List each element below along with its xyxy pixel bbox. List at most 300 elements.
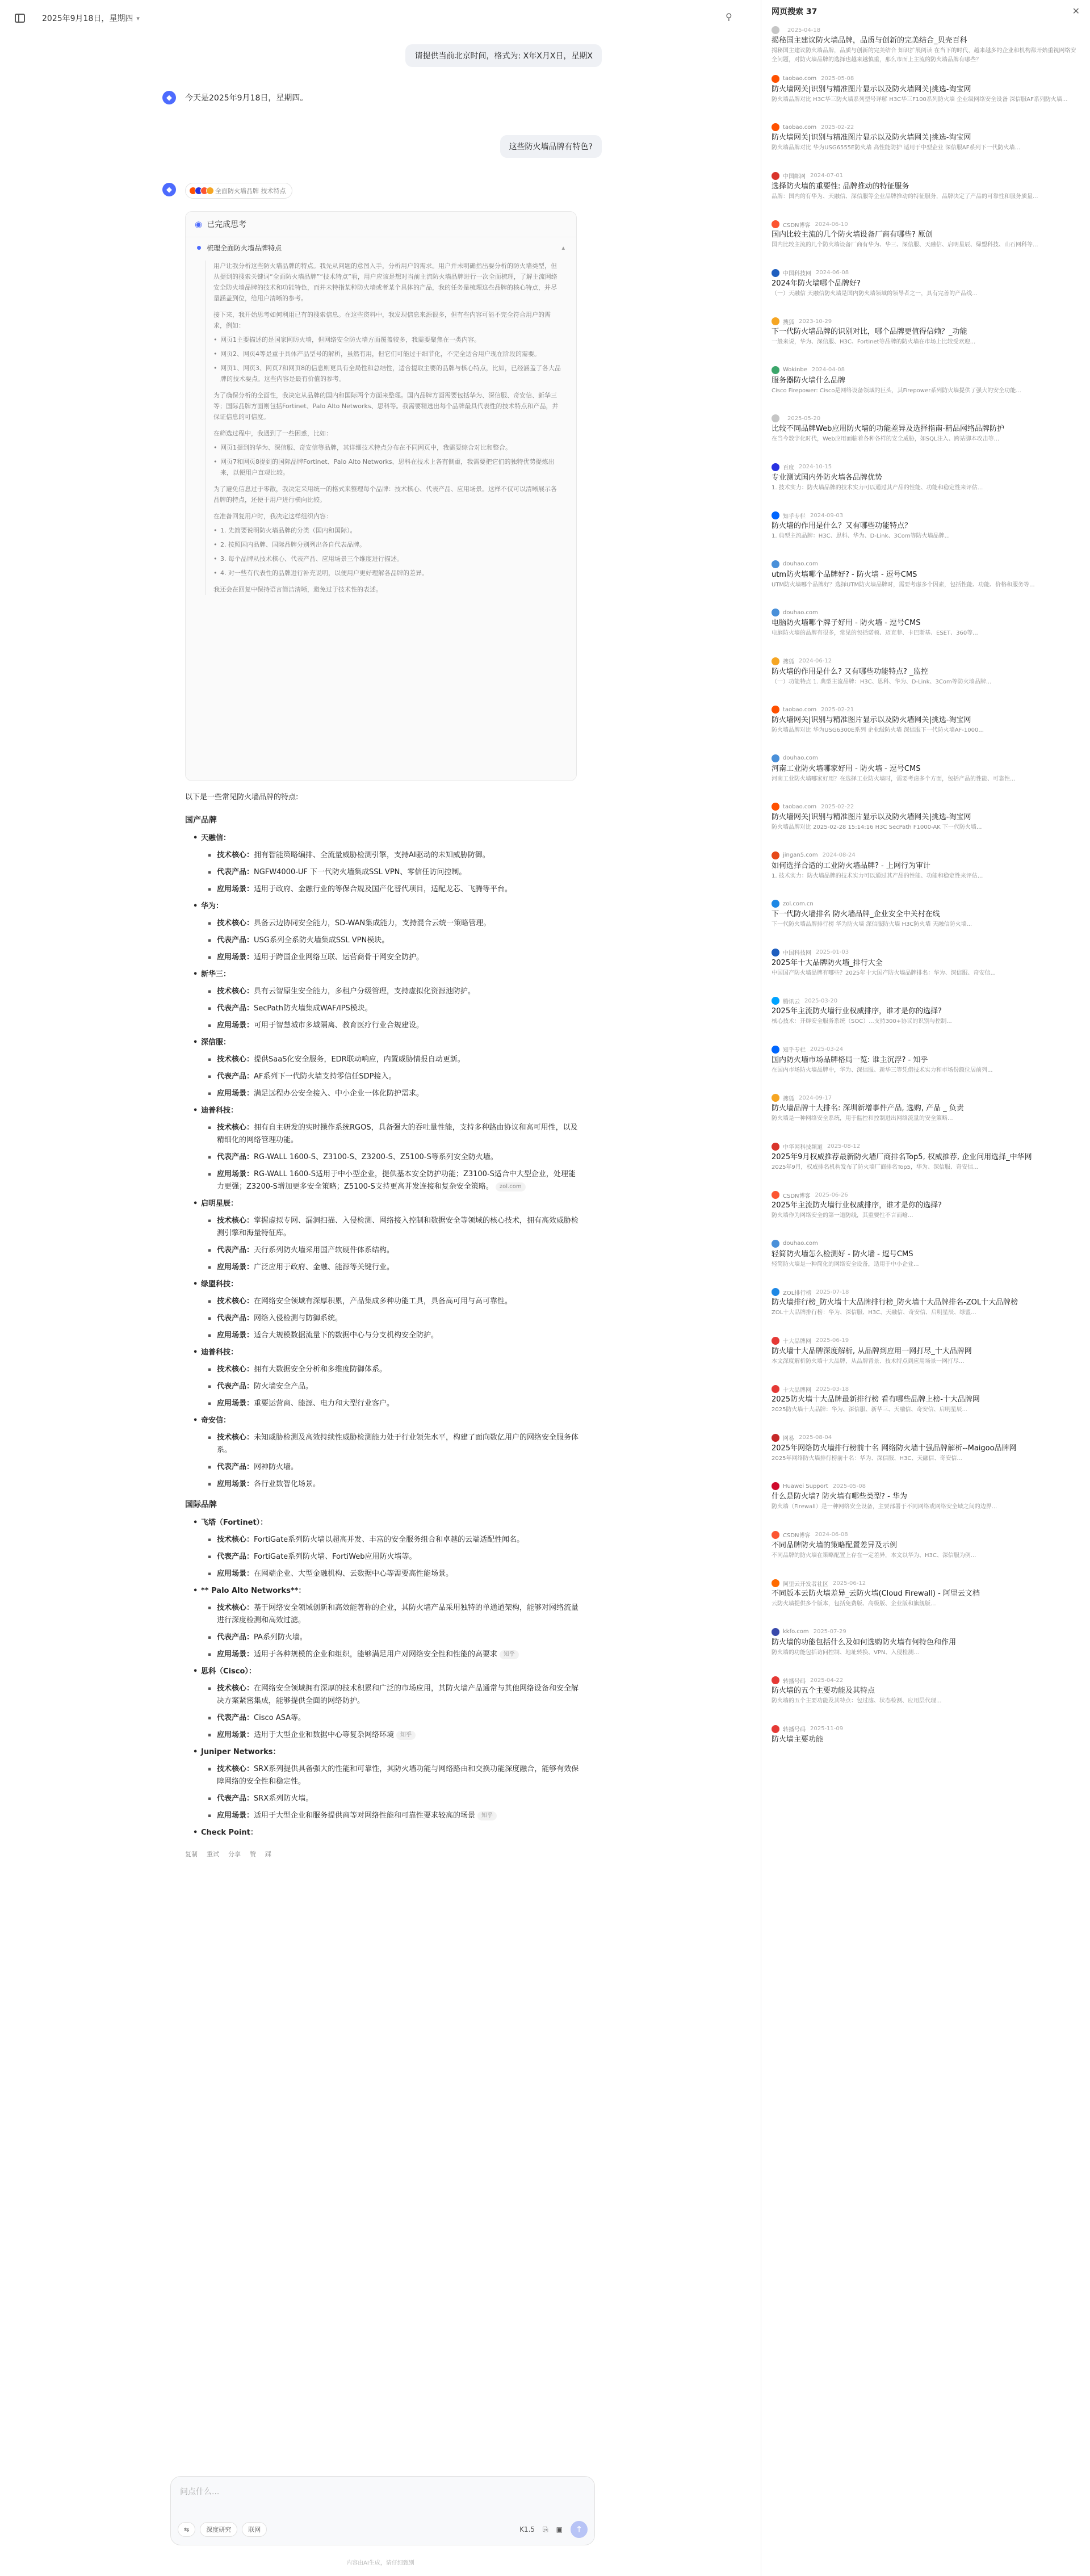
detail-text: SRX系列防火墙。 <box>254 1794 313 1803</box>
brand-detail-scene <box>208 1261 582 1274</box>
result-title[interactable]: 电脑防火墙哪个牌子好用 - 防火墙 - 逗号CMS <box>772 619 921 627</box>
result-snippet: 在国内市场防火墙品牌中，华为、深信服、新华三等凭借技术实力和市场份额位居前列... <box>772 1067 993 1073</box>
brand-name: • 新华三： <box>185 968 582 981</box>
result-date: 2025-04-18 <box>787 27 821 33</box>
brand-detail-product <box>208 1071 582 1083</box>
result-title[interactable]: 国内比较主流的几个防火墙设备厂商有哪些? 原创 <box>772 230 933 239</box>
thinking-paragraph: 我还会在回复中保持语言简洁清晰，避免过于技术性的表述。 <box>213 586 382 593</box>
search-result[interactable] <box>761 23 1090 72</box>
detail-label: 技术核心： <box>217 1055 254 1064</box>
message-composer[interactable] <box>170 2476 595 2545</box>
detail-text: FortiGate系列防火墙、FortiWeb应用防火墙等。 <box>254 1553 417 1561</box>
user-message: 这些防火墙品牌有特色? <box>500 135 602 158</box>
result-title[interactable]: 什么是防火墙? 防火墙有哪些类型? - 华为 <box>772 1492 907 1501</box>
citation-tag[interactable]: 知乎 <box>396 1731 416 1740</box>
brand-entry <box>185 1585 582 1661</box>
result-title[interactable]: 2024年防火墙哪个品牌好? <box>772 279 861 288</box>
result-snippet: 揭秘国主建议防火墙品牌，品质与创新的完美结合 知识扩展阅读 在当下的时代，越来越多的企业和机构都开始重视网络安全问题，对防火墙品牌的选择也越来越慎重，那么市面上主流的防火墙品牌有哪些？ <box>772 48 1076 63</box>
brand-entry <box>185 1278 582 1342</box>
thinking-paragraph: 接下来，我开始思考如何利用已有的搜索信息。在这些资料中，我发现信息来源很多，但有些内容可能不完全符合用户的需求，例如： <box>213 311 551 329</box>
copy-button[interactable]: 复制 <box>185 1851 198 1858</box>
result-title[interactable]: 防火墙十大品牌深度解析, 从品牌到应用一网打尽_十大品牌网 <box>772 1346 972 1356</box>
result-title[interactable]: 下一代防火墙品牌的识别对比，哪个品牌更值得信赖？_功能 <box>772 328 967 336</box>
result-source <box>772 1384 1080 1394</box>
source-name: jingan5.com <box>783 852 818 858</box>
result-snippet: 在当今数字化时代，Web应用面临着各种各样的安全威胁，如SQL注入、跨站脚本攻击等... <box>772 436 1000 442</box>
result-source <box>772 1239 1080 1249</box>
brand-entry <box>185 1198 582 1274</box>
result-date: 2024-04-08 <box>811 367 845 373</box>
result-snippet: 河南工业防火墙哪家好用？在选择工业防火墙时，需要考虑多个方面，包括产品的性能、可靠性... <box>772 775 1016 782</box>
search-result[interactable] <box>761 1042 1090 1091</box>
thinking-item: • 4. 对一些有代表性的品牌进行补充说明，以便用户更好理解各品牌的差异。 <box>213 568 563 578</box>
detail-label: 代表产品： <box>217 1246 254 1255</box>
brand-name: • 华为： <box>185 900 582 913</box>
result-source <box>772 1724 1080 1734</box>
brand-detail-product <box>208 1461 582 1474</box>
detail-text: 满足远程办公安全接入、中小企业一体化防护需求。 <box>254 1089 424 1098</box>
source-name: taobao.com <box>783 803 817 810</box>
web-search-toggle[interactable]: 联网 <box>242 2522 267 2537</box>
search-result[interactable] <box>761 411 1090 460</box>
result-title[interactable]: 防火墙品牌十大排名: 深圳新增事件产品, 选购, 产品 _ 负责 <box>772 1104 964 1113</box>
brand-entry <box>185 1037 582 1100</box>
brand-detail-scene <box>208 1398 582 1410</box>
result-title[interactable]: 专业测试国内外防火墙各品牌优势 <box>772 473 883 482</box>
thinking-content <box>205 261 563 595</box>
search-result[interactable] <box>761 557 1090 606</box>
citation-tag[interactable]: 知乎 <box>500 1650 519 1659</box>
result-title[interactable]: 2025年主流防火墙行业权威排序，谁才是你的选择? <box>772 1007 942 1016</box>
result-source <box>772 656 1080 666</box>
detail-text: SRX系列提供具备强大的性能和可靠性，其防火墙功能与网络路由和交换功能深度融合，能够有效保障网络的安全性和稳定性。 <box>217 1765 579 1786</box>
brand-detail-core <box>208 1683 582 1707</box>
search-result[interactable] <box>761 217 1090 266</box>
site-favicon-icon <box>772 803 779 811</box>
send-button[interactable]: ↑ <box>571 2521 588 2538</box>
search-result[interactable] <box>761 848 1090 897</box>
result-date: 2025-08-04 <box>799 1434 832 1441</box>
brand-detail-product <box>208 1312 582 1325</box>
detail-text: 网络入侵检测与防御系统。 <box>254 1314 343 1323</box>
result-title[interactable]: 2025年十大品牌防火墙_排行大全 <box>772 958 883 967</box>
brand-entry <box>185 1827 582 1839</box>
source-name: douhao.com <box>783 755 818 761</box>
brand-detail-product <box>208 1244 582 1257</box>
search-result[interactable] <box>761 605 1090 654</box>
result-source <box>772 1675 1080 1685</box>
result-title[interactable]: 防火墙网关|识别与精准图片显示以及防火墙网关|挑选-淘宝网 <box>772 716 971 724</box>
detail-text: 适用于大型企业和服务提供商等对网络性能和可靠性要求较高的场景 <box>254 1811 476 1820</box>
assistant-message: 今天是2025年9月18日，星期四。 <box>185 94 308 103</box>
thinking-item: • 网页1主要描述的是国家网防火墙，但网络安全防火墙方面覆盖较多，我需要聚焦在一类内容。 <box>213 334 563 345</box>
search-result[interactable] <box>761 1188 1090 1236</box>
search-result[interactable] <box>761 1625 1090 1673</box>
result-date: 2025-06-12 <box>833 1580 866 1587</box>
source-name: 十大品牌网 <box>783 1339 811 1345</box>
brand-detail-core <box>208 917 582 930</box>
result-title[interactable]: 2025年9月权威推荐最新防火墙厂商排名Top5, 权威推荐, 企业问用选择_中华网 <box>772 1152 1032 1161</box>
chevron-up-icon[interactable]: ▴ <box>561 244 565 251</box>
brand-details <box>208 1602 582 1661</box>
search-result[interactable] <box>761 1528 1090 1576</box>
composer-toolbar <box>178 2521 588 2538</box>
search-result[interactable] <box>761 1576 1090 1625</box>
brand-details <box>208 1683 582 1742</box>
detail-text: 广泛应用于政府、金融、能源等关键行业。 <box>254 1263 395 1272</box>
detail-label: 技术核心： <box>217 1365 254 1374</box>
result-title[interactable]: 2025年主流防火墙行业权威排序，谁才是你的选择? <box>772 1201 942 1210</box>
search-result[interactable] <box>761 460 1090 509</box>
result-source <box>772 25 1080 35</box>
detail-label: 代表产品： <box>217 868 254 876</box>
search-result[interactable] <box>761 120 1090 169</box>
result-snippet: 一般来说，华为、深信服、H3C、Fortinet等品牌的防火墙在市场上比较受欢迎... <box>772 339 976 345</box>
brand-detail-scene <box>208 1810 582 1822</box>
detail-text: SecPath防火墙集成WAF/IPS模块。 <box>254 1004 372 1013</box>
thinking-step[interactable] <box>186 237 576 255</box>
result-title[interactable]: 轻简防火墙怎么检测好 - 防火墙 - 逗号CMS <box>772 1249 913 1258</box>
search-result[interactable] <box>761 1139 1090 1188</box>
detail-label: 应用场景： <box>217 1480 254 1488</box>
result-source <box>772 802 1080 812</box>
section-heading: 国产品牌 <box>185 816 217 825</box>
citation-tag[interactable]: 知乎 <box>477 1811 497 1820</box>
result-title[interactable]: 国内防火墙市场品牌格局一览: 谁主沉浮? - 知乎 <box>772 1055 928 1064</box>
retry-button[interactable]: 重试 <box>207 1851 219 1858</box>
detail-text: AF系列下一代防火墙支持零信任SDP接入。 <box>254 1072 396 1081</box>
result-title[interactable]: 防火墙网关|识别与精准图片显示以及防火墙网关|挑选-淘宝网 <box>772 133 971 142</box>
brand-detail-core <box>208 985 582 998</box>
site-favicon-icon <box>772 1337 779 1345</box>
site-favicon-icon <box>772 269 779 277</box>
attach-button[interactable]: ⇆ <box>178 2522 195 2537</box>
assistant-avatar: ◆ <box>162 91 176 104</box>
result-snippet: 本文深度解析防火墙十大品牌，从品牌背景、技术特点到应用场景一网打尽... <box>772 1358 965 1365</box>
search-result[interactable] <box>761 314 1090 363</box>
detail-label: 技术核心： <box>217 1535 254 1544</box>
site-favicon-icon <box>772 1628 779 1636</box>
result-title[interactable]: 比较不同品牌Web应用防火墙的功能差异及选择指南-精品网络品牌防护 <box>772 425 1005 433</box>
brand-entry <box>185 1415 582 1491</box>
source-name: zol.com.cn <box>783 900 814 907</box>
search-result[interactable] <box>761 1430 1090 1479</box>
detail-label: 技术核心： <box>217 1216 254 1225</box>
top-bar <box>0 0 761 36</box>
detail-label: 应用场景： <box>217 1089 254 1098</box>
result-title[interactable]: 选择防火墙的重要性: 品牌推动的特征服务 <box>772 182 909 191</box>
search-result[interactable] <box>761 654 1090 703</box>
paperclip-icon[interactable]: ⎘ <box>543 2525 548 2533</box>
brand-details <box>208 1215 582 1274</box>
panel-title: 网页搜索 37 <box>772 7 818 16</box>
detail-text: FortiGate系列防火墙以超高并发、丰富的安全服务组合和卓越的云端适配性闻名。 <box>254 1535 525 1544</box>
result-title[interactable]: 2025年网络防火墙排行榜前十名 网络防火墙十强品牌解析--Maigoo品牌网 <box>772 1444 1017 1453</box>
image-icon[interactable]: ▣ <box>556 2525 563 2533</box>
result-date: 2024-09-17 <box>799 1094 832 1101</box>
result-date: 2025-05-08 <box>832 1483 866 1490</box>
model-selector[interactable]: K1.5 <box>519 2525 535 2533</box>
search-result[interactable] <box>761 751 1090 800</box>
search-result[interactable] <box>761 945 1090 994</box>
detail-label: 技术核心： <box>217 1604 254 1612</box>
result-source <box>772 268 1080 278</box>
result-date: 2024-09-03 <box>810 512 844 519</box>
result-date: 2024-10-15 <box>799 464 832 470</box>
site-favicon-icon <box>772 463 779 471</box>
brand-detail-scene <box>208 1329 582 1342</box>
detail-text: Cisco ASA等。 <box>254 1714 305 1722</box>
detail-text: 在网络安全领域有深厚积累，产品集成多种功能工具，具备高可用与高可靠性。 <box>254 1297 513 1306</box>
site-favicon-icon <box>772 26 779 34</box>
citation-tag[interactable]: zol.com <box>496 1182 526 1191</box>
result-date: 2025-05-08 <box>821 75 854 82</box>
result-title[interactable]: 河南工业防火墙哪家好用 - 防火墙 - 逗号CMS <box>772 764 921 773</box>
brand-entry <box>185 1746 582 1822</box>
detail-text: 未知威胁检测及高效持续性威胁检测能力处于行业领先水平，构建了面向数亿用户的网络安全服务体系。 <box>217 1433 579 1454</box>
site-favicon-icon <box>772 123 779 131</box>
result-source <box>772 1336 1080 1346</box>
brand-details <box>208 1295 582 1342</box>
thinking-step-label: 梳理全面防火墙品牌特点 <box>207 244 282 252</box>
source-name: CSDN博客 <box>783 1533 811 1539</box>
result-source <box>772 947 1080 958</box>
pin-icon[interactable]: ⚲ <box>726 11 732 22</box>
deep-research-toggle[interactable]: 深度研究 <box>200 2522 237 2537</box>
thinking-item: • 1. 先简要说明防火墙品牌的分类（国内和国际）。 <box>213 525 563 536</box>
detail-text: 在网端企业、大型金融机构、云数据中心等需要高性能场景。 <box>254 1570 454 1578</box>
source-name: 腾讯云 <box>783 998 800 1005</box>
result-title[interactable]: 防火墙网关|识别与精准图片显示以及防火墙网关|挑选-淘宝网 <box>772 813 971 821</box>
search-result[interactable] <box>761 993 1090 1042</box>
result-title[interactable]: 不同品牌防火墙的策略配置差异及示例 <box>772 1541 898 1550</box>
brand-details <box>208 1122 582 1193</box>
search-result[interactable] <box>761 702 1090 751</box>
result-date: 2025-08-12 <box>827 1143 861 1149</box>
detail-text: 适用于跨国企业网络互联、运营商骨干网安全防护。 <box>254 953 424 962</box>
brand-detail-core <box>208 1054 582 1066</box>
source-name: 转播号码 <box>783 1678 806 1685</box>
site-favicon-icon <box>772 1240 779 1248</box>
ai-disclaimer: 内容由AI生成，请仔细甄别 <box>346 2560 414 2566</box>
result-snippet: 不同品牌的防火墙在策略配置上存在一定差异，本文以华为、H3C、深信服为例... <box>772 1552 976 1559</box>
brand-detail-scene <box>208 1648 582 1661</box>
result-source <box>772 704 1080 715</box>
site-favicon-icon <box>772 997 779 1005</box>
site-favicon-icon <box>772 1143 779 1151</box>
result-title[interactable]: 服务器防火墙什么品牌 <box>772 376 846 385</box>
brand-name: • 天融信： <box>185 832 582 845</box>
search-result[interactable] <box>761 1479 1090 1528</box>
brand-name: • Juniper Networks： <box>185 1746 582 1759</box>
result-source <box>772 1142 1080 1152</box>
detail-label: 技术核心： <box>217 919 254 928</box>
source-name: 搜狐 <box>783 1096 794 1102</box>
search-result[interactable] <box>761 1333 1090 1382</box>
result-date: 2025-03-24 <box>810 1046 844 1052</box>
conversation-title[interactable]: 2025年9月18日，星期四 <box>42 14 133 23</box>
thinking-item: • 3. 每个品牌从技术核心、代表产品、应用场景三个维度进行描述。 <box>213 553 563 564</box>
brand-detail-scene <box>208 1020 582 1032</box>
thumbs-down-icon[interactable]: 踩 <box>265 1851 271 1858</box>
search-result[interactable] <box>761 1090 1090 1139</box>
brand-detail-scene <box>208 1568 582 1580</box>
result-title[interactable]: 揭秘国主建议防火墙品牌，品质与创新的完美结合_贝壳百科 <box>772 36 967 45</box>
result-snippet: 核心技术：开辟安全服务系统（SOC）...支持300+协议的识别与控制... <box>772 1018 952 1025</box>
brand-name: • 奇安信： <box>185 1415 582 1427</box>
result-title[interactable]: 防火墙排行榜_防火墙十大品牌排行榜_防火墙十大品牌排名-ZOL十大品牌榜 <box>772 1298 1018 1307</box>
thinking-paragraph: 为了确保分析的全面性，我决定从品牌的国内和国际两个方面来整理。国内品牌方面需要包括华为、深信服、奇安信、新华三等；国际品牌方面则包括Fortinet、Palo Alto Networks、思科等。我需要精选出每个品牌最具代表性的技术特点和产品，并保证信息的可信度。 <box>213 392 559 421</box>
thinking-item: • 网页1提到的华为、深信服、奇安信等品牌，其详细技术特点分布在不同网页中，我需要综合对比和整合。 <box>213 442 563 453</box>
site-favicon-icon <box>772 1191 779 1199</box>
result-date: 2024-06-08 <box>816 270 849 276</box>
site-favicon-icon <box>772 75 779 83</box>
result-title[interactable]: 防火墙主要功能 <box>772 1735 824 1744</box>
detail-text: 拥有智能策略编排、全流量威胁检测引擎，支持AI驱动的未知威胁防御。 <box>254 851 490 859</box>
result-snippet: 防火墙品牌对比 华为USG6300E系列 企业级防火墙 深信服下一代防火墙AF-1000... <box>772 727 984 733</box>
search-result[interactable] <box>761 508 1090 557</box>
result-title[interactable]: 防火墙的作用是什么？又有哪些功能特点？ <box>772 522 912 530</box>
brand-detail-core <box>208 1432 582 1457</box>
result-snippet: 2025年9月，权威排名机构发布了防火墙厂商排名Top5，华为、深信服、奇安信... <box>772 1164 979 1170</box>
search-query-label: 全面防火墙品牌 技术特点 <box>215 187 286 195</box>
search-result[interactable] <box>761 1673 1090 1722</box>
detail-label: 技术核心： <box>217 987 254 996</box>
search-result[interactable] <box>761 72 1090 120</box>
search-result[interactable] <box>761 266 1090 314</box>
site-favicon-icon <box>772 657 779 665</box>
result-date: 2025-02-22 <box>821 803 854 810</box>
search-result[interactable] <box>761 169 1090 217</box>
result-snippet: 防火墙品牌对比 2025-02-28 15:14:16 H3C SecPath F1000-AK 下一代防火墙... <box>772 824 982 830</box>
result-snippet: UTM防火墙哪个品牌好？选择UTM防火墙品牌时，需要考虑多个因素，包括性能、功能、价格和服务等... <box>772 581 1035 588</box>
result-snippet: 国内比较主流的几个防火墙设备厂商有华为、华三、深信服、天融信、启明星辰、绿盟科技、山石网科等... <box>772 242 1038 248</box>
detail-label: 代表产品： <box>217 1794 254 1803</box>
thumbs-up-icon[interactable]: 赞 <box>250 1851 256 1858</box>
result-source <box>772 1530 1080 1540</box>
message-input[interactable]: 问点什么... <box>180 2487 220 2497</box>
brand-details <box>208 849 582 896</box>
result-snippet: 云防火墙提供多个版本，包括免费版、高级版、企业版和旗舰版... <box>772 1601 936 1607</box>
result-date: 2025-03-20 <box>804 997 838 1004</box>
search-result[interactable] <box>761 363 1090 412</box>
site-favicon-icon <box>772 1579 779 1587</box>
site-favicon-icon <box>772 1434 779 1442</box>
result-title[interactable]: 防火墙的五个主要功能及其特点 <box>772 1686 875 1695</box>
detail-label: 应用场景： <box>217 1399 254 1408</box>
result-snippet: 品牌：国内的有华为、天融信、深信服等企业品牌推动的特征服务，品牌决定了产品的可靠性和服务质量... <box>772 193 1038 200</box>
brand-details <box>208 1534 582 1580</box>
result-source <box>772 753 1080 763</box>
result-title[interactable]: 下一代防火墙排名 防火墙品牌_企业安全中关村在线 <box>772 910 940 918</box>
brand-detail-core <box>208 1763 582 1788</box>
detail-label: 代表产品： <box>217 1463 254 1471</box>
search-result[interactable] <box>761 1236 1090 1285</box>
detail-label: 代表产品： <box>217 936 254 945</box>
result-source <box>772 316 1080 326</box>
brand-name: • 迪普科技： <box>185 1105 582 1117</box>
result-snippet: 防火墙的功能包括访问控制、地址转换、VPN、入侵检测... <box>772 1649 919 1656</box>
result-title[interactable]: 2025防火墙十大品牌最新排行榜 看有哪些品牌上榜-十大品牌网 <box>772 1395 980 1404</box>
assistant-answer <box>185 791 582 1861</box>
detail-text: 防火墙安全产品。 <box>254 1382 313 1391</box>
search-result[interactable] <box>761 1382 1090 1430</box>
brand-name: • 迪普科技： <box>185 1346 582 1359</box>
detail-label: 代表产品： <box>217 1553 254 1561</box>
detail-label: 代表产品： <box>217 1314 254 1323</box>
detail-text: 适合大规模数据流量下的数据中心与分支机构安全防护。 <box>254 1331 439 1340</box>
source-name: 中国邮网 <box>783 174 806 180</box>
thinking-header[interactable] <box>186 212 576 237</box>
search-result[interactable] <box>761 896 1090 945</box>
result-date: 2024-06-08 <box>815 1532 848 1538</box>
result-title[interactable]: 防火墙网关|识别与精准图片显示以及防火墙网关|挑选-淘宝网 <box>772 85 971 94</box>
search-results-panel <box>761 0 1090 2576</box>
search-result[interactable] <box>761 1285 1090 1333</box>
site-favicon-icon <box>772 366 779 374</box>
message-actions <box>185 1848 582 1861</box>
detail-label: 应用场景： <box>217 1570 254 1578</box>
international-brand-list <box>185 1517 582 1839</box>
search-sources-chip[interactable] <box>185 183 292 199</box>
brand-name: • 启明星辰： <box>185 1198 582 1210</box>
result-snippet: 防火墙品牌对比 华为USG6555E防火墙 高性能防护 适用于中型企业 深信服AF系列下一代防火墙... <box>772 145 1021 151</box>
result-source <box>772 1627 1080 1637</box>
detail-label: 应用场景： <box>217 1021 254 1030</box>
brand-name: • Check Point： <box>185 1827 582 1839</box>
detail-text: 网神防火墙。 <box>254 1463 299 1471</box>
close-icon[interactable]: ✕ <box>1072 6 1080 16</box>
result-title[interactable]: utm防火墙哪个品牌好? - 防火墙 - 逗号CMS <box>772 570 917 579</box>
result-source <box>772 1190 1080 1200</box>
result-title[interactable]: 不同版本云防火墙差异_云防火墙(Cloud Firewall) - 阿里云文档 <box>772 1589 980 1598</box>
chevron-down-icon[interactable]: ▾ <box>136 14 140 22</box>
share-button[interactable]: 分享 <box>228 1851 241 1858</box>
brand-detail-product <box>208 1631 582 1644</box>
brand-detail-scene <box>208 1478 582 1491</box>
detail-text: 适用于政府、金融行业的等保合规及国产化替代项目，适配龙芯、飞腾等平台。 <box>254 885 513 893</box>
detail-text: 具有云智原生安全能力，多租户分级管理，支持虚拟化资源池防护。 <box>254 987 476 996</box>
thinking-item: • 2. 按照国内品牌、国际品牌分别列出各自代表品牌。 <box>213 539 563 550</box>
search-result[interactable] <box>761 1722 1090 1771</box>
brand-entry <box>185 832 582 896</box>
result-source <box>772 1044 1080 1055</box>
source-name: 搜狐 <box>783 659 794 665</box>
result-title[interactable]: 防火墙的功能包括什么及如何选购防火墙有何特色和作用 <box>772 1638 957 1647</box>
site-favicon-icon <box>772 1725 779 1733</box>
sidebar-toggle-icon[interactable] <box>15 14 25 23</box>
source-name: taobao.com <box>783 124 817 131</box>
search-result[interactable] <box>761 799 1090 848</box>
result-date: 2023-10-29 <box>799 318 832 325</box>
brand-entry <box>185 1517 582 1580</box>
result-title[interactable]: 防火墙的作用是什么? 又有哪些功能特点? _监控 <box>772 667 928 676</box>
brand-detail-core <box>208 1215 582 1240</box>
brand-details <box>208 917 582 964</box>
site-favicon-icon <box>772 1676 779 1684</box>
result-source <box>772 365 1080 375</box>
thinking-panel <box>185 211 577 781</box>
result-snippet: 轻简防火墙是一种简化的网络安全设备，适用于中小企业... <box>772 1261 919 1268</box>
result-title[interactable]: 如何选择合适的工业防火墙品牌? - 上网行为审计 <box>772 861 930 870</box>
result-snippet: 1. 技术实力：防火墙品牌的技术实力可以通过其产品的性能、功能和稳定性来评估... <box>772 484 983 491</box>
brand-detail-product <box>208 1002 582 1015</box>
result-source <box>772 1287 1080 1297</box>
detail-text: 提供SaaS化安全服务，EDR联动响应，内置威胁情报自动更新。 <box>254 1055 465 1064</box>
source-name: ZOL排行榜 <box>783 1290 812 1297</box>
brand-name: • 深信服： <box>185 1037 582 1049</box>
source-name: taobao.com <box>783 706 817 713</box>
